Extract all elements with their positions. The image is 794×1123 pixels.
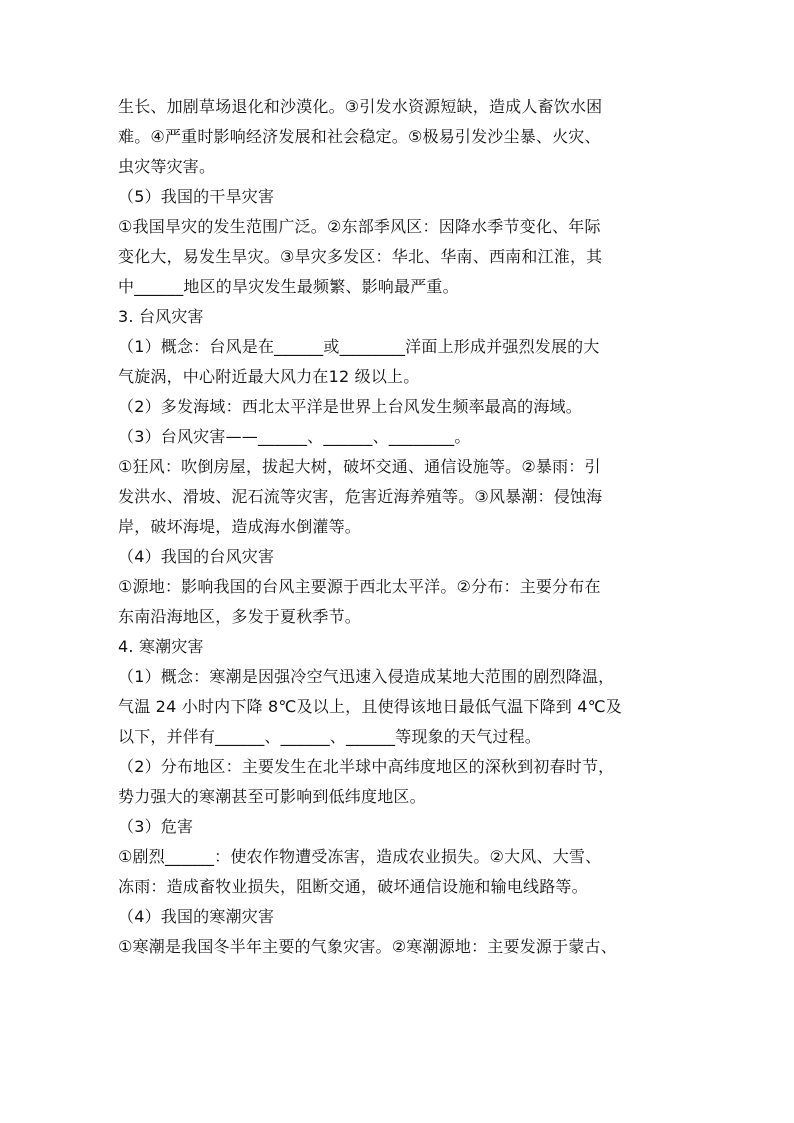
section-heading-cold-wave: 4. 寒潮灾害: [118, 637, 204, 656]
text-line-13: ①狂风：吹倒房屋，拔起大树，破坏交通、通信设施等。②暴雨：引: [118, 457, 601, 476]
text-line-9: （1）概念：台风是在______或________洋面上形成并强烈发展的大: [118, 337, 600, 356]
text-line-15: 岸，破坏海堤，造成海水倒灌等。: [118, 517, 362, 536]
text-line-14: 发洪水、滑坡、泥石流等灾害，危害近海养殖等。③风暴潮：侵蚀海: [118, 487, 603, 506]
text-line-24: 势力强大的寒潮甚至可影响到低纬度地区。: [118, 787, 426, 806]
subheading-cold-wave-china: （4）我国的寒潮灾害: [118, 907, 275, 926]
document-body: [118, 92, 678, 962]
subheading-cold-wave-hazards: （3）危害: [118, 817, 194, 836]
text-line-3: 虫灾等灾害。: [118, 157, 216, 176]
text-line-5: ①我国旱灾的发生范围广泛。②东部季风区：因降水季节变化、年际: [118, 217, 601, 236]
text-line-26: ①剧烈______：使农作物遭受冻害，造成农业损失。②大风、大雪、: [118, 847, 602, 866]
text-line-6: 变化大，易发生旱灾。③旱灾多发区：华北、华南、西南和江淮，其: [118, 247, 603, 266]
text-line-27: 冻雨：造成畜牧业损失，阻断交通，破坏通信设施和输电线路等。: [118, 877, 588, 896]
text-line-10: 气旋涡，中心附近最大风力在12 级以上。: [118, 367, 420, 386]
text-line-29: ①寒潮是我国冬半年主要的气象灾害。②寒潮源地：主要发源于蒙古、: [118, 937, 617, 956]
subheading-drought-china: （5）我国的干旱灾害: [118, 187, 275, 206]
text-line-12: （3）台风灾害——______、______、________。: [118, 427, 471, 446]
text-line-11: （2）多发海域：西北太平洋是世界上台风发生频率最高的海域。: [118, 397, 582, 416]
text-line-17: ①源地：影响我国的台风主要源于西北太平洋。②分布：主要分布在: [118, 577, 601, 596]
subheading-typhoon-china: （4）我国的台风灾害: [118, 547, 275, 566]
text-line-20: （1）概念：寒潮是因强冷空气迅速入侵造成某地大范围的剧烈降温，: [118, 667, 615, 686]
text-line-21: 气温 24 小时内下降 8℃及以上，且使得该地日最低气温下降到 4℃及: [118, 697, 623, 716]
text-line-2: 难。④严重时影响经济发展和社会稳定。⑤极易引发沙尘暴、火灾、: [118, 127, 601, 146]
text-line-18: 东南沿海地区，多发于夏秋季节。: [118, 607, 362, 626]
text-line-7: 中______地区的旱灾发生最频繁、影响最严重。: [118, 277, 459, 296]
text-line-23: （2）分布地区：主要发生在北半球中高纬度地区的深秋到初春时节，: [118, 757, 615, 776]
text-line-1: 生长、加剧草场退化和沙漠化。③引发水资源短缺，造成人畜饮水困: [118, 97, 603, 116]
text-line-22: 以下，并伴有______、______、______等现象的天气过程。: [118, 727, 542, 746]
section-heading-typhoon: 3. 台风灾害: [118, 307, 204, 326]
